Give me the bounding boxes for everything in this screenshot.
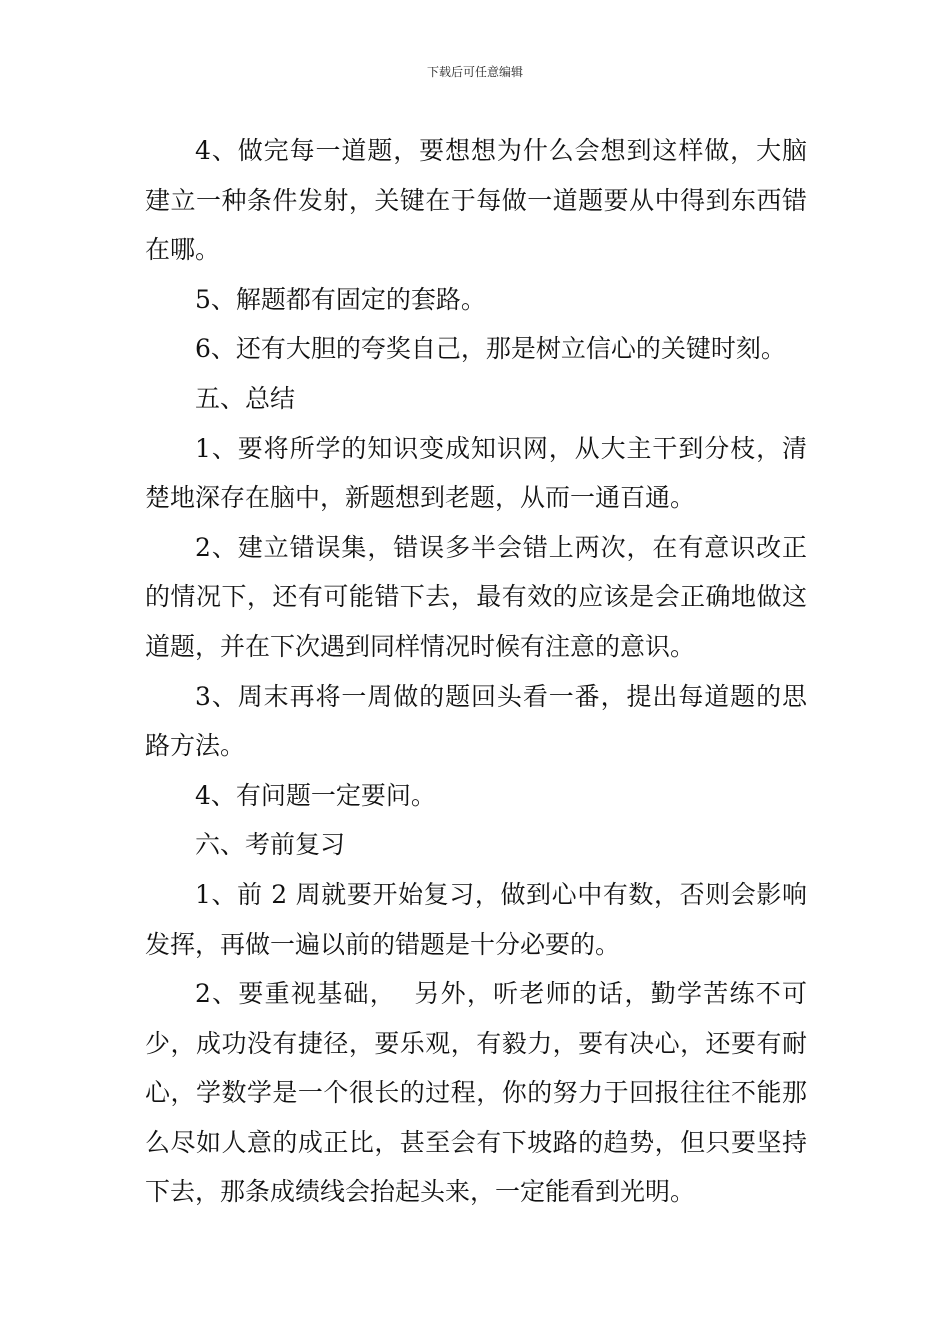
paragraph-summary-4: 4、有问题一定要问。: [195, 780, 436, 810]
paragraph-tip-6: 6、还有大胆的夸奖自己，那是树立信心的关键时刻。: [195, 334, 786, 364]
section-heading-exam-review: 六、考前复习: [195, 830, 346, 860]
paragraph-review-2: 2、要重视基础， 另外，听老师的话，勤学苦练不可少，成功没有捷径，要乐观，有毅力，要有决心，还要有耐心，学数学是一个很长的过程，你的努力于回报往往不能那么尽如人意的成正比，甚至会有下坡路的趋势，但只要坚持下去，那条成绩线会抬起头来，一定能看到光明。: [145, 979, 807, 1207]
paragraph-tip-5: 5、解题都有固定的套路。: [195, 284, 486, 314]
document-body: [145, 126, 807, 1217]
page-header: 下载后可任意编辑: [426, 65, 523, 79]
paragraph-tip-4: 4、做完每一道题，要想想为什么会想到这样做，大脑建立一种条件发射，关键在于每做一道题要从中得到东西错在哪。: [145, 136, 807, 265]
paragraph-review-1: 1、前 2 周就要开始复习，做到心中有数，否则会影响发挥，再做一遍以前的错题是十分必要的。: [145, 879, 807, 959]
paragraph-summary-3: 3、周末再将一周做的题回头看一番，提出每道题的思路方法。: [145, 681, 807, 761]
section-heading-summary: 五、总结: [195, 383, 296, 413]
paragraph-summary-2: 2、建立错误集，错误多半会错上两次，在有意识改正的情况下，还有可能错下去，最有效的应该是会正确地做这道题，并在下次遇到同样情况时候有注意的意识。: [145, 532, 807, 661]
paragraph-summary-1: 1、要将所学的知识变成知识网，从大主干到分枝，清楚地深存在脑中，新题想到老题，从而一通百通。: [145, 433, 807, 513]
